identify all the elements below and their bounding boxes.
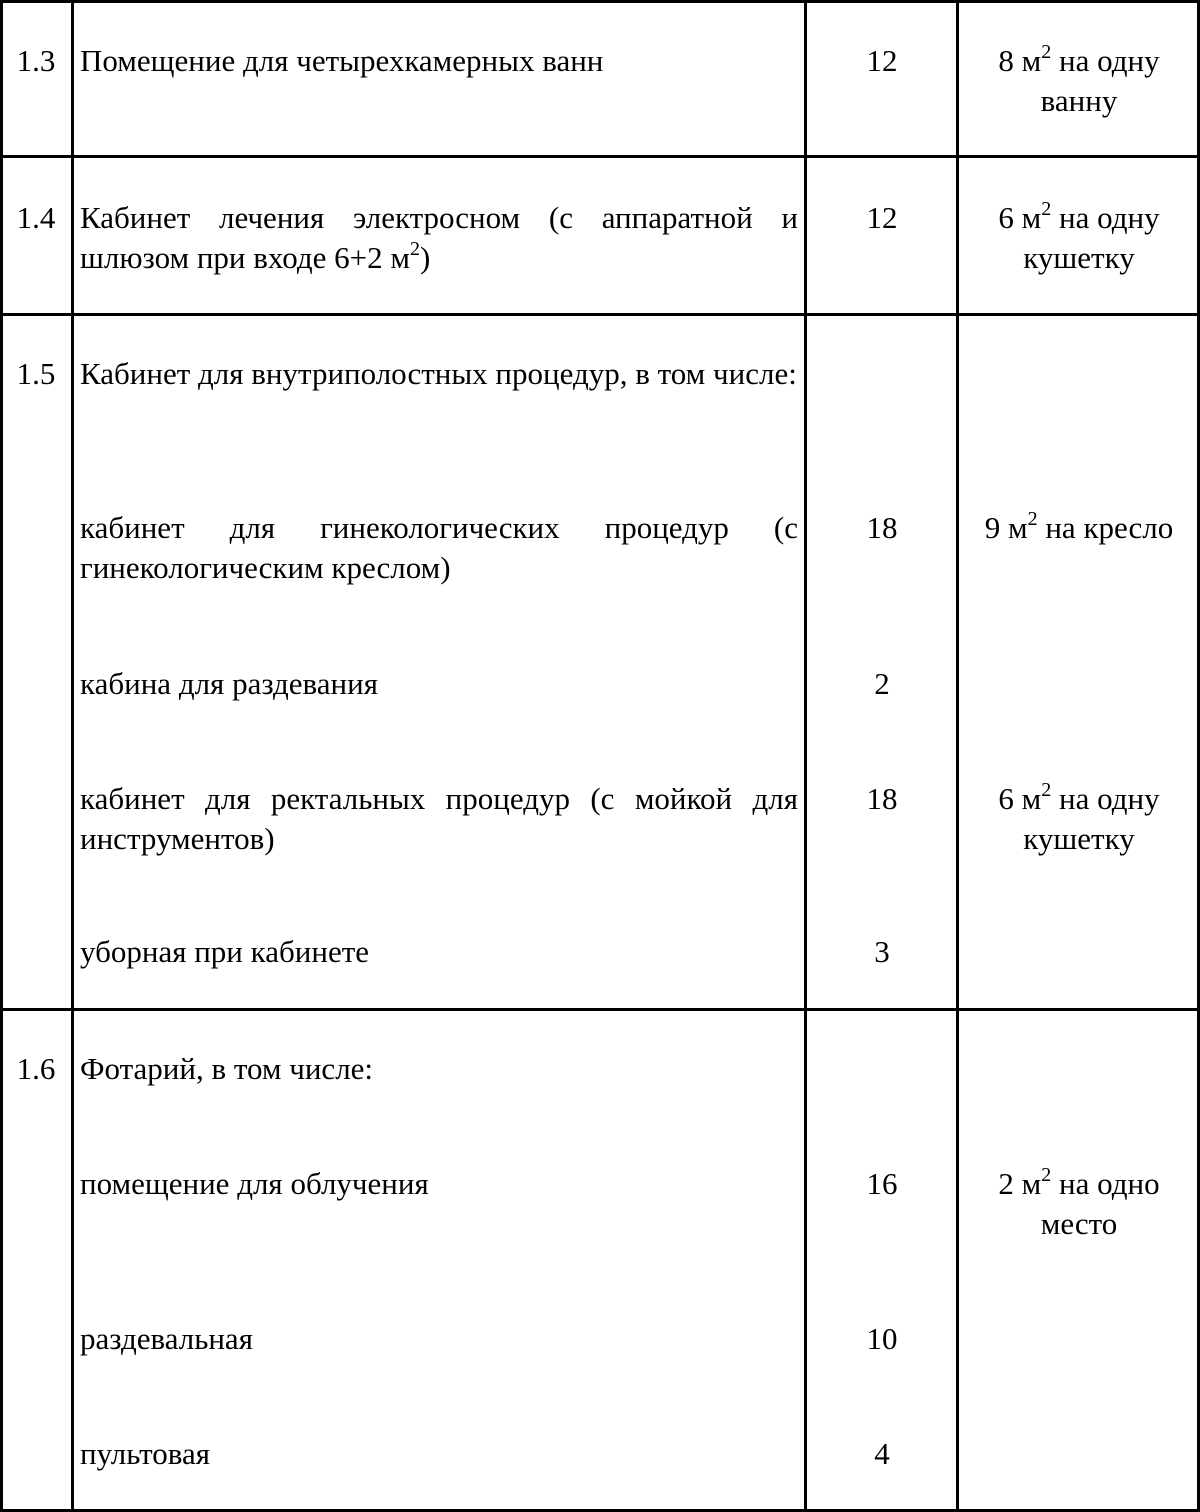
row-number: 1.5 bbox=[16, 356, 56, 391]
row-number: 1.3 bbox=[16, 43, 56, 78]
subitem-area: 2 bbox=[874, 666, 890, 701]
subitem-area: 18 bbox=[866, 781, 898, 816]
room-name: Помещение для четырехкамерных ванн bbox=[80, 43, 604, 78]
subitem-area: 3 bbox=[874, 934, 890, 969]
area-norm: 6 $м^2$ на одну кушетку bbox=[998, 197, 1160, 275]
subitem-name: уборная при кабинете bbox=[80, 934, 370, 969]
row-number: 1.4 bbox=[16, 200, 56, 235]
subitem-name: помещение для облучения bbox=[80, 1166, 429, 1201]
row-number: 1.6 bbox=[16, 1051, 56, 1086]
row-divider bbox=[0, 313, 1200, 316]
subitem-name: кабина для раздевания bbox=[80, 666, 378, 701]
area-norm: 9 $м^2$ на кресло bbox=[984, 507, 1174, 545]
room-name: Фотарий, в том числе: bbox=[80, 1051, 374, 1086]
subitem-area: 16 bbox=[866, 1166, 898, 1201]
row-divider bbox=[0, 155, 1200, 158]
room-name: Кабинет для внутриполостных процедур, в том числе: bbox=[80, 356, 797, 391]
room-area: 12 bbox=[866, 200, 898, 235]
column-divider bbox=[956, 0, 959, 1512]
subitem-name: раздевальная bbox=[80, 1321, 253, 1356]
area-norm: 2 $м^2$ на одно место bbox=[998, 1163, 1160, 1241]
subitem-name: пультовая bbox=[80, 1436, 211, 1471]
subitem-area: 10 bbox=[866, 1321, 898, 1356]
row-divider bbox=[0, 0, 1200, 3]
area-norm: 6 $м^2$ на одну кушетку bbox=[998, 778, 1160, 856]
subitem-area: 4 bbox=[874, 1436, 890, 1471]
room-name: Кабинет лечения электросном (с аппаратной и шлюзом при входе 6+2 $м^2$) bbox=[80, 200, 798, 275]
column-divider bbox=[804, 0, 807, 1512]
subitem-name: кабинет для гинекологических процедур (с гинекологическим креслом) bbox=[80, 510, 798, 585]
area-norm: 8 $м^2$ на одну ванну bbox=[998, 40, 1160, 118]
row-divider bbox=[0, 1008, 1200, 1011]
subitem-name: кабинет для ректальных процедур (с мойкой для инструментов) bbox=[80, 781, 798, 856]
subitem-area: 18 bbox=[866, 510, 898, 545]
room-area: 12 bbox=[866, 43, 898, 78]
